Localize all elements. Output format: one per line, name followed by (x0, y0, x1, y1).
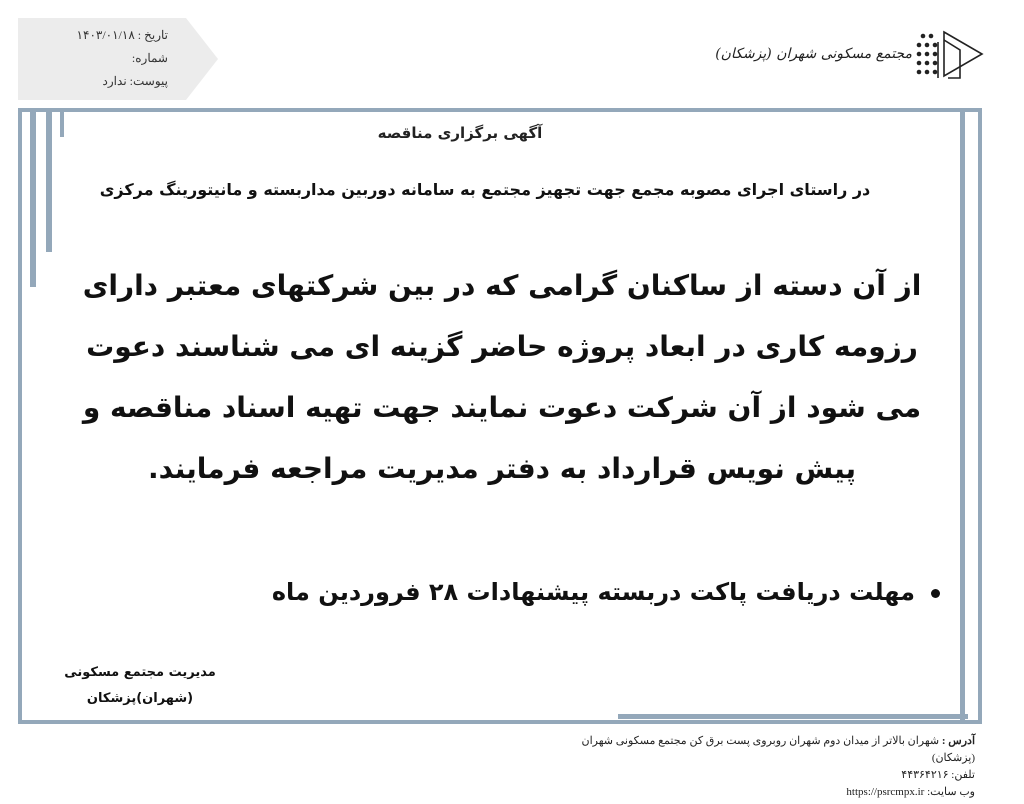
address-label: آدرس : (941, 735, 975, 747)
notice-subheading: در راستای اجرای مصوبه مجمع جهت تجهیز مجتمع به سامانه دوربین مداربسته و مانیتورینگ مرکزی (99, 180, 871, 199)
deadline-bullet (271, 578, 940, 606)
signature-line-1: مدیریت مجتمع مسکونی (64, 665, 216, 680)
frame-accent-bar (46, 112, 52, 252)
logo-wordmark: مجتمع مسکونی شهران (پزشکان) (715, 46, 912, 62)
signature-block (60, 660, 220, 712)
notice-body: از آن دسته از ساکنان گرامی که در بین شرکتهای معتبر دارای رزومه کاری در ابعاد پروژه حاضر گزینه ای می شناسند دعوت می شود از آن شرکت دعوت نمایند جهت تهیه اسناد مناقصه و پیش نویس قرارداد به دفتر مدیریت مراجعه فرمایند. (82, 269, 922, 485)
website-link[interactable]: https://psrcmpx.ir (846, 786, 925, 798)
attachment-line: پیوست: ندارد (102, 74, 168, 88)
address-text: شهران بالاتر از میدان دوم شهران روبروی پست برق کن مجتمع مسکونی شهران (پزشکان) (581, 735, 975, 764)
date-line: تاریخ : ۱۴۰۳/۰۱/۱۸ (76, 28, 168, 42)
number-line: شماره: (131, 51, 168, 65)
notice-heading: آگهی برگزاری مناقصه (377, 124, 543, 142)
signature-line-2: (شهران)پزشکان (86, 691, 194, 706)
document-info (18, 18, 168, 100)
deadline-text: مهلت دریافت پاکت دربسته پیشنهادات ۲۸ فروردین ماه (271, 578, 915, 606)
footer-website (560, 784, 975, 801)
frame-accent-bar (618, 714, 968, 719)
footer (560, 733, 975, 801)
footer-address (560, 733, 975, 767)
frame-accent-bar (960, 112, 965, 724)
website-label: وب سایت: (927, 786, 975, 798)
bullet-icon (931, 589, 940, 598)
footer-phone: تلفن: ۴۴۳۶۴۲۱۶ (901, 769, 975, 781)
frame-accent-bar (30, 112, 36, 287)
